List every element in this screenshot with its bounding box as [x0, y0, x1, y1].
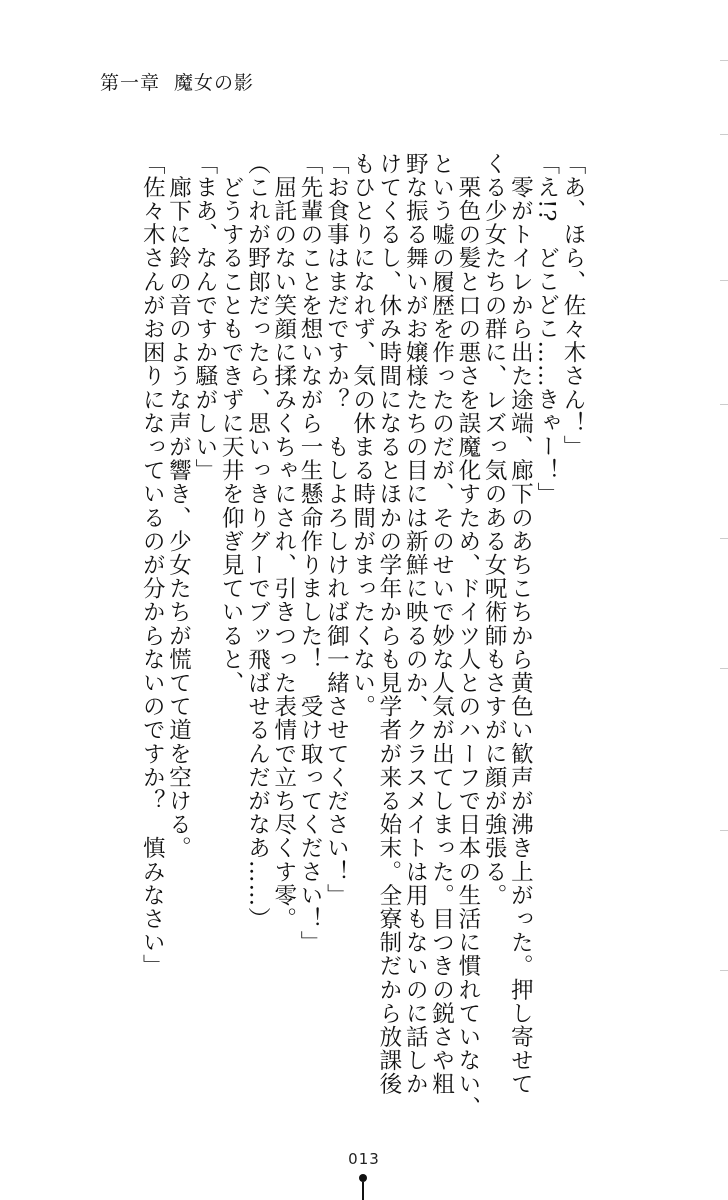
text-line: 零がトイレから出た途端、廊下のあちこちから黄色い歓声が沸き上がった。押し寄せて — [507, 152, 534, 1096]
text-line: 「まあ、なんですか騒がしい」 — [191, 152, 218, 483]
folio-line-ornament — [362, 1182, 364, 1200]
text-line: 屈託のない笑顔に揉みくちゃにされ、引きつった表情で立ち尽くす零。 — [270, 152, 297, 931]
edge-tick — [720, 60, 728, 61]
edge-tick — [720, 538, 728, 539]
text-line: 「え!? どこどこ……きゃー！」 — [533, 152, 560, 506]
text-line: という嘘の履歴を作ったのだが、そのせいで妙な人気が出てしまった。目つきの鋭さや粗 — [428, 152, 455, 1096]
text-line: 「先輩のことを想いながら一生懸命作りました！ 受け取ってください！」 — [297, 152, 324, 955]
edge-tick — [720, 280, 728, 281]
text-line: 廊下に鈴の音のような声が響き、少女たちが慌てて道を空ける。 — [165, 152, 192, 860]
text-line: （これが野郎だったら、思いっきりグーでブッ飛ばせるんだがなあ……） — [244, 152, 271, 931]
text-line: 「お食事はまだですか？ もしよろしければ御一緒させてください！」 — [323, 152, 350, 908]
edge-tick — [720, 970, 728, 971]
text-line: くる少女たちの群に、レズっ気のある女呪術師もさすがに顔が強張る。 — [481, 152, 508, 908]
text-line: けてくるし、休み時間になるとほかの学年からも見学者が来る始末。全寮制だから放課後 — [375, 152, 402, 1096]
edge-tick — [720, 668, 728, 669]
edge-tick — [720, 404, 728, 405]
edge-tick — [720, 134, 728, 135]
text-line: 「あ、ほら、佐々木さん！」 — [560, 152, 586, 459]
vertical-text-body — [96, 152, 586, 1120]
text-line: 栗色の髪と口の悪さを誤魔化すため、ドイツ人とのハーフで日本の生活に慣れていない、 — [454, 152, 481, 1120]
text-line: 野な振る舞いがお嬢様たちの目には新鮮に映るのか、クラスメイトは用もないのに話しか — [402, 152, 429, 1096]
edge-tick — [720, 830, 728, 831]
page-number: 013 — [348, 1150, 380, 1168]
folio-dot-ornament — [359, 1174, 367, 1182]
text-line: もひとりになれず、気の休まる時間がまったくない。 — [349, 152, 376, 719]
chapter-title: 魔女の影 — [174, 72, 255, 94]
text-line: 「佐々木さんがお困りになっているのが分からないのですか？ 慎みなさい」 — [139, 152, 166, 978]
text-line: どうすることもできずに天井を仰ぎ見ていると、 — [218, 152, 245, 695]
running-header — [100, 68, 254, 95]
chapter-number: 第一章 — [100, 72, 161, 94]
